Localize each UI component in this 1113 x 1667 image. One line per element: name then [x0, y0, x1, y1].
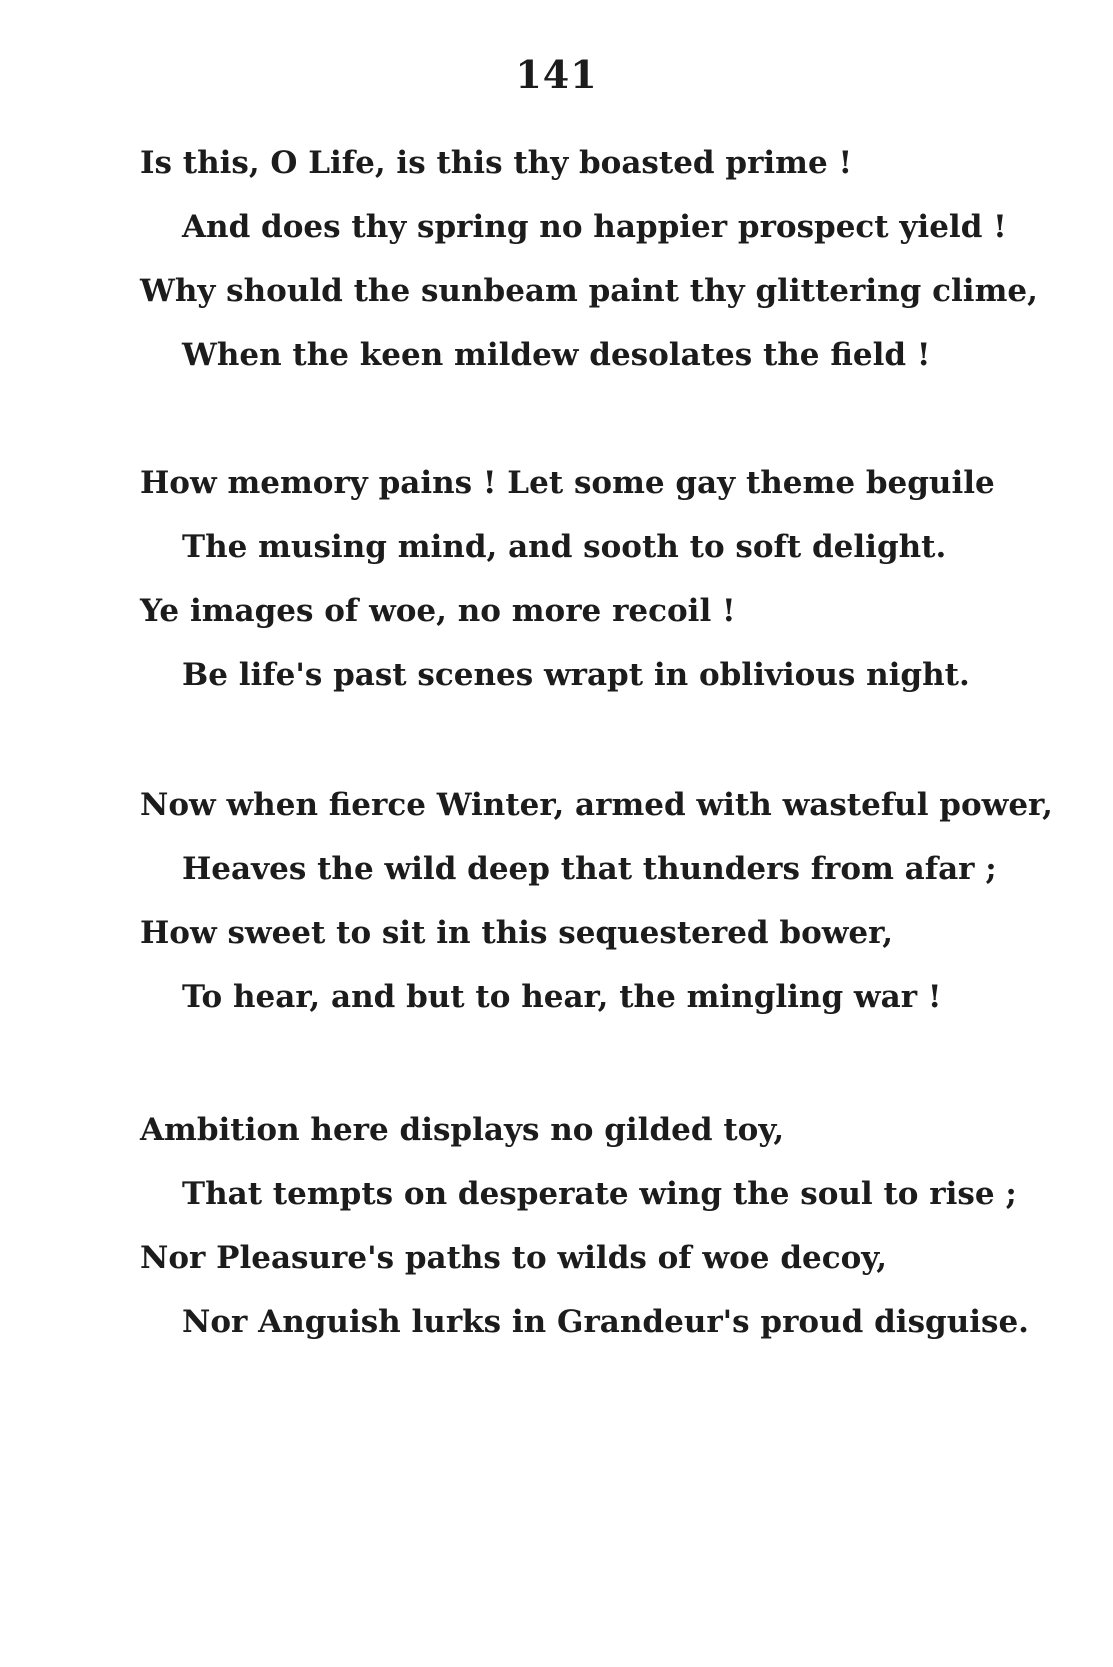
poem-line: Why should the sunbeam paint thy glittering clime, [140, 273, 1038, 309]
poem-line: The musing mind, and sooth to soft delight. [182, 529, 947, 565]
poem-line: Be life's past scenes wrapt in oblivious night. [182, 657, 970, 693]
poem-line: Nor Anguish lurks in Grandeur's proud disguise. [182, 1304, 1029, 1340]
poem-line: Now when fierce Winter, armed with wasteful power, [140, 787, 1053, 823]
poem-line: Nor Pleasure's paths to wilds of woe decoy, [140, 1240, 888, 1276]
poem-line: Is this, O Life, is this thy boasted prime ! [140, 145, 853, 181]
poem-line: And does thy spring no happier prospect yield ! [182, 209, 1007, 245]
poem-line: How memory pains ! Let some gay theme beguile [140, 465, 995, 501]
poem-line: Ye images of woe, no more recoil ! [140, 593, 736, 629]
poem-line: When the keen mildew desolates the field ! [182, 337, 931, 373]
page-number: 141 [515, 52, 598, 97]
poem-line: Ambition here displays no gilded toy, [140, 1112, 785, 1148]
poem-line: To hear, and but to hear, the mingling war ! [182, 979, 942, 1015]
poem-line: How sweet to sit in this sequestered bower, [140, 915, 894, 951]
poem-line: That tempts on desperate wing the soul to rise ; [182, 1176, 1017, 1212]
poem-line: Heaves the wild deep that thunders from afar ; [182, 851, 997, 887]
